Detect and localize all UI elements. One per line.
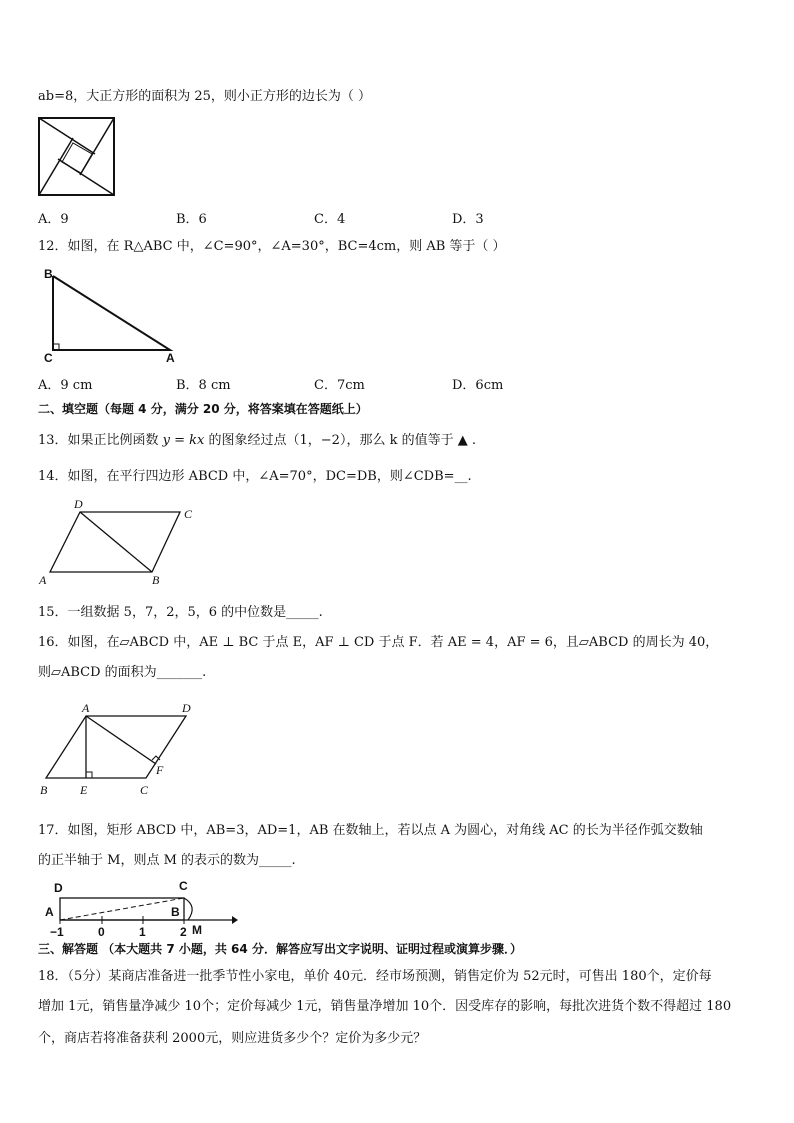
q14-label-a: A (39, 573, 47, 587)
q17-label-a: A (45, 905, 54, 919)
q11-option-a: A．9 (38, 212, 69, 227)
q16-line1: 16．如图，在▱ABCD 中，AE ⊥ BC 于点 E，AF ⊥ CD 于点 F．若 AE = 4，AF = 6，且▱ABCD 的周长为 40， (38, 635, 719, 650)
q16-line2: 则▱ABCD 的面积为_______. (38, 665, 207, 680)
q17-numberline-figure (38, 876, 238, 938)
q14-text: 14．如图，在平行四边形 ABCD 中，∠A=70°，DC=DB，则∠CDB=__. (38, 469, 472, 484)
q14-label-c: C (184, 507, 193, 521)
q14-parallelogram-figure (36, 496, 196, 588)
q18-line2: 增加 1元，销售量净减少 10个；定价每减少 1元，销售量净增加 10个．因受库存的影响，每批次进货个数不得超过 180 (38, 999, 732, 1014)
q11-stem: ab=8，大正方形的面积为 25，则小正方形的边长为（ ） (38, 89, 372, 104)
q15-text: 15．一组数据 5，7，2，5，6 的中位数是_____. (38, 605, 323, 620)
q11-option-c: C．4 (314, 212, 346, 227)
q11-option-d: D．3 (452, 212, 484, 227)
q16-label-e: E (80, 783, 88, 797)
q17-label-c: C (179, 879, 188, 893)
q14-label-b: B (152, 573, 160, 587)
q16-parallelogram-figure (36, 700, 206, 800)
q16-label-a: A (82, 701, 90, 715)
q16-label-d: D (182, 701, 191, 715)
section2-title: 二、填空题（每题 4 分，满分 20 分，将答案填在答题纸上） (38, 402, 368, 416)
q17-tick-1: 1 (139, 925, 146, 938)
q17-tick-neg1: −1 (50, 925, 64, 938)
q17-label-b: B (171, 905, 180, 919)
q17-tick-2: 2 (180, 925, 187, 938)
q17-line1: 17．如图，矩形 ABCD 中，AB=3，AD=1，AB 在数轴上，若以点 A 为圆心，对角线 AC 的长为半径作弧交数轴 (38, 823, 703, 838)
q13-text: 13．如果正比例函数 𝑦 = 𝑘𝑥 的图象经过点（1，−2），那么 k 的值等于 ▲ . (38, 433, 476, 448)
q14-label-d: D (74, 497, 83, 511)
q16-label-b: B (40, 783, 48, 797)
q17-label-m: M (192, 923, 202, 937)
q18-line1: 18．（5分）某商店准备进一批季节性小家电，单价 40元．经市场预测，销售定价为 52元时，可售出 180个，定价每 (38, 969, 712, 984)
q17-line2: 的正半轴于 M，则点 M 的表示的数为_____. (38, 853, 296, 868)
section3-title: 三、解答题 （本大题共 7 小题，共 64 分．解答应写出文字说明、证明过程或演算步骤．） (38, 942, 522, 956)
q17-tick-0: 0 (98, 925, 105, 938)
q11-option-b: B．6 (176, 212, 207, 227)
q12-option-a: A．9 cm (38, 378, 93, 393)
q12-option-c: C．7cm (314, 378, 365, 393)
q12-triangle-figure (38, 266, 183, 364)
q12-label-a: A (166, 351, 175, 364)
q12-label-b: B (44, 267, 53, 281)
q12-option-d: D．6cm (452, 378, 504, 393)
q16-label-f: F (156, 763, 164, 777)
q12-label-c: C (44, 351, 53, 364)
q12-option-b: B．8 cm (176, 378, 231, 393)
q12-stem: 12．如图，在 R△ABC 中，∠C=90°，∠A=30°，BC=4cm，则 AB 等于（ ） (38, 239, 506, 254)
q11-square-figure (38, 117, 116, 197)
q16-label-c: C (140, 783, 149, 797)
q18-line3: 个，商店若将准备获利 2000元，则应进货多少个？定价为多少元？ (38, 1031, 427, 1046)
q17-label-d: D (54, 881, 63, 895)
